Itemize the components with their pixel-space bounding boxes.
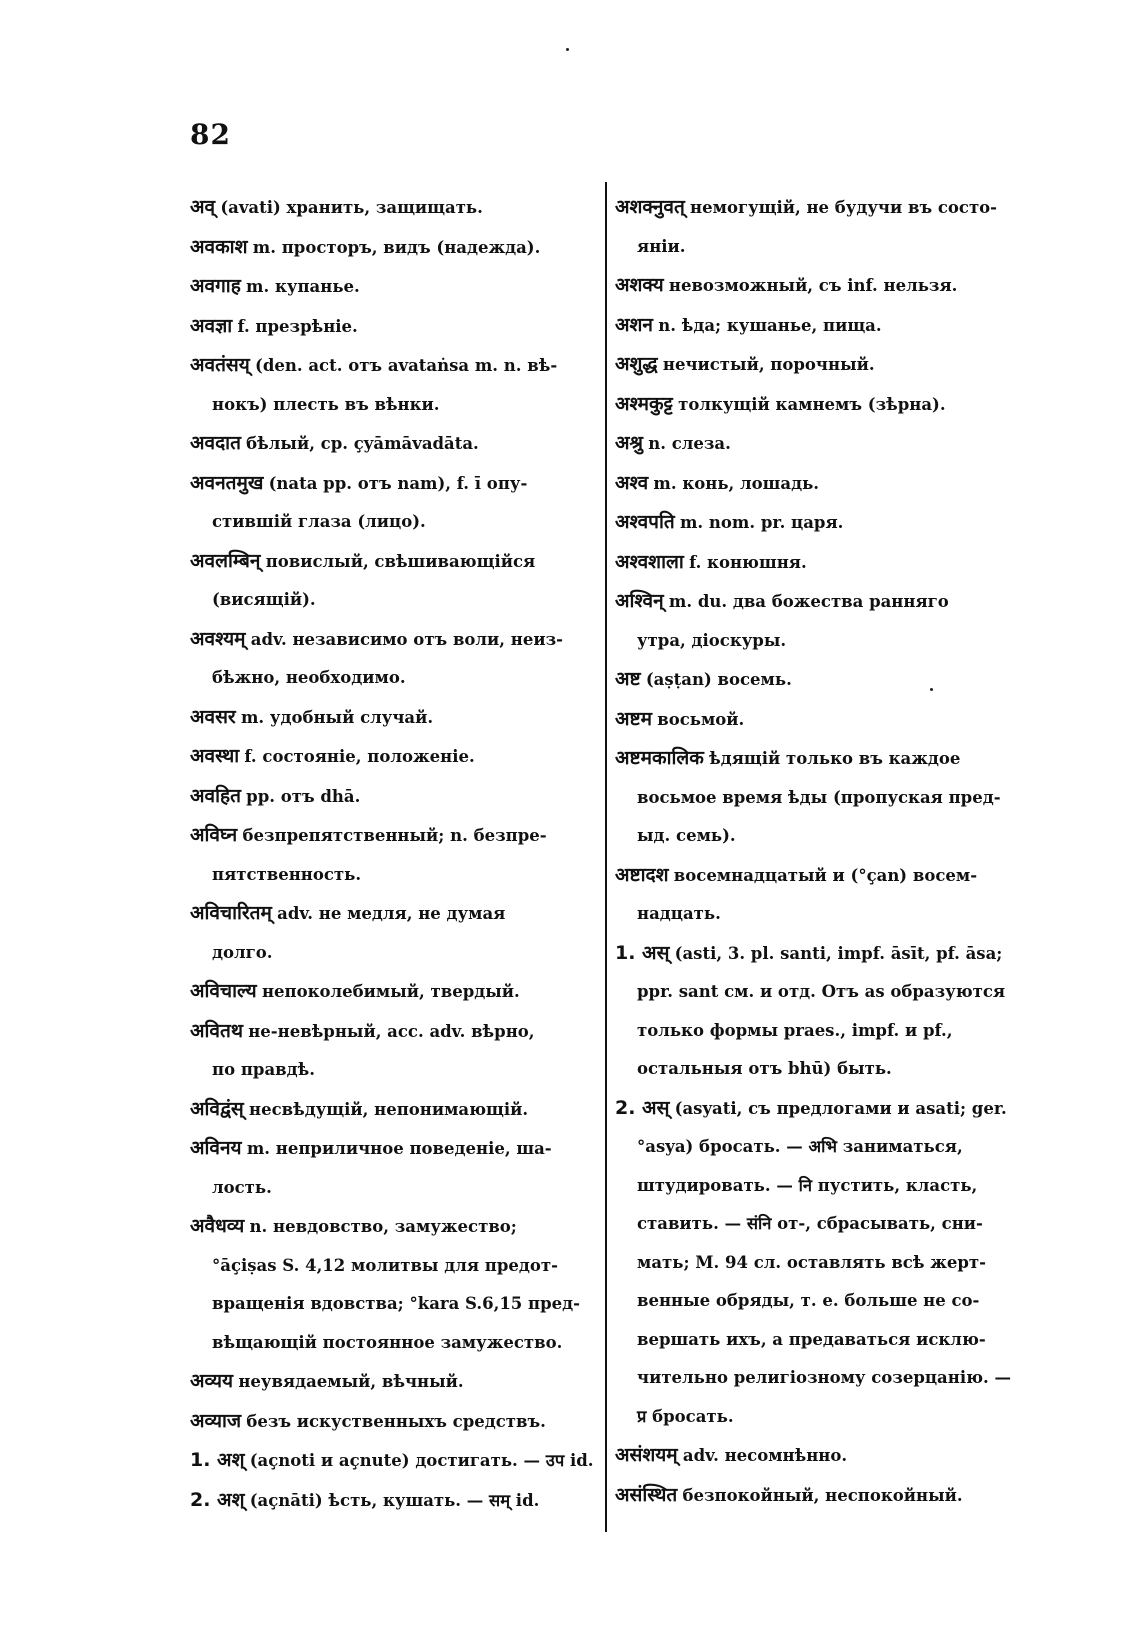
dictionary-entry: [615, 266, 1023, 306]
entry-line: [190, 542, 602, 582]
headword: अवहित: [190, 784, 241, 807]
entry-line: [190, 816, 602, 856]
entry-line: [615, 660, 1023, 700]
gloss-line: (aṣṭan) восемь.: [645, 670, 792, 689]
entry-line: [190, 972, 602, 1012]
gloss-line: неувядаемый, вѣчный.: [238, 1372, 464, 1391]
dictionary-entry: [615, 1476, 1023, 1516]
headword: 2. अस्: [615, 1096, 670, 1119]
entry-line: [615, 306, 1023, 346]
gloss-line: pp. отъ dhā.: [246, 786, 361, 806]
headword: अश्वपति: [615, 511, 675, 533]
entry-line: [615, 1089, 1023, 1129]
scan-speck: [566, 48, 569, 51]
gloss-line: (nata pp. отъ nam), f. ī опу-: [268, 473, 528, 493]
gloss-line: только формы praes., impf. и pf.,: [637, 1020, 953, 1040]
gloss-line: ѣдящій только въ каждое: [709, 749, 961, 768]
headword: अष्टादश: [615, 863, 669, 886]
gloss-line: adv. несомнѣнно.: [682, 1446, 848, 1465]
dictionary-entry: [190, 737, 602, 777]
headword: अवैधव्य: [190, 1215, 245, 1237]
entry-line: [190, 620, 602, 660]
entry-line: [615, 1476, 1023, 1516]
entry-line: [615, 934, 1023, 974]
headword: अवश्यम्: [190, 627, 246, 650]
dictionary-entry: [190, 1362, 602, 1402]
headword: अशक्य: [615, 274, 664, 296]
entry-line: [615, 424, 1023, 464]
dictionary-entry: [190, 698, 602, 738]
entry-line: [190, 1324, 602, 1363]
entry-line: [190, 1285, 602, 1324]
gloss-line: пятственность.: [212, 864, 362, 884]
entry-line: [615, 385, 1023, 425]
gloss-line: остальныя отъ bhū) быть.: [637, 1059, 892, 1078]
gloss-line: безъ искуственныхъ средствъ.: [246, 1411, 546, 1431]
gloss-line: m. просторъ, видъ (надежда).: [252, 237, 541, 257]
gloss-line: m. удобный случай.: [240, 707, 434, 727]
entry-line: [615, 973, 1023, 1012]
dictionary-entry: [190, 1012, 602, 1090]
gloss-line: яніи.: [637, 236, 686, 256]
dictionary-entry: [190, 1402, 602, 1442]
headword: अवितथ: [190, 1019, 243, 1042]
entry-line: [615, 345, 1023, 385]
entry-line: [615, 1321, 1023, 1360]
dictionary-entry: [190, 894, 602, 972]
entry-line: [615, 464, 1023, 504]
dictionary-entry: [190, 307, 602, 347]
headword: अवलम्बिन्: [190, 549, 261, 572]
gloss-line: безпрепятственный; n. безпре-: [242, 826, 547, 845]
dictionary-entry: [190, 1441, 602, 1481]
gloss-line: ыд. семь).: [637, 826, 736, 845]
gloss-line: f. презрѣніе.: [237, 316, 358, 336]
headword: अश्मकुट्ट: [615, 392, 673, 415]
left-column: [190, 188, 602, 1520]
entry-line: [615, 1359, 1023, 1398]
gloss-line: adv. независимо отъ воли, неиз-: [250, 629, 563, 649]
dictionary-entry: [190, 464, 602, 542]
entry-line: [190, 1441, 602, 1481]
dictionary-entry: [190, 777, 602, 817]
gloss-line: по правдѣ.: [212, 1060, 315, 1079]
entry-line: [190, 188, 602, 228]
gloss-line: (den. act. отъ avataṅsa m. n. вѣ-: [255, 356, 558, 375]
dictionary-entry: [615, 188, 1023, 266]
headword: अविचाल्य: [190, 980, 257, 1002]
gloss-line: ppr. sant см. и отд. Отъ as образуются: [637, 982, 1006, 1001]
dictionary-entry: [190, 1090, 602, 1130]
entry-line: [615, 817, 1023, 856]
gloss-line: m. nom. pr. царя.: [679, 513, 844, 532]
gloss-line: толкущій камнемъ (зѣрна).: [678, 394, 946, 414]
entry-line: [615, 1012, 1023, 1051]
entry-line: [190, 698, 602, 738]
entry-line: [615, 582, 1023, 622]
entry-line: [615, 503, 1023, 543]
gloss-line: adv. не медля, не думая: [277, 904, 506, 923]
entry-line: [615, 266, 1023, 306]
gloss-line: восьмое время ѣды (пропуская пред-: [637, 787, 1001, 807]
gloss-line: °āçiṣas S. 4,12 молитвы для предот-: [212, 1255, 558, 1275]
entry-line: [615, 1398, 1023, 1437]
headword: अष्ट: [615, 668, 641, 690]
gloss-line: n. слеза.: [648, 434, 731, 453]
entry-line: [615, 1167, 1023, 1206]
entry-line: [615, 700, 1023, 740]
entry-line: [190, 894, 602, 934]
dictionary-entry: [190, 816, 602, 894]
entry-line: [190, 1402, 602, 1442]
gloss-line: восьмой.: [657, 709, 745, 729]
gloss-line: (asyati, съ предлогами и asati; ger.: [674, 1098, 1007, 1118]
dictionary-entry: [615, 856, 1023, 934]
gloss-line: вѣщающій постоянное замужество.: [212, 1332, 563, 1352]
entry-line: [190, 386, 602, 425]
column-divider: [605, 182, 607, 1532]
gloss-line: мать; M. 94 сл. оставлять всѣ жерт-: [637, 1252, 986, 1272]
headword: अश्विन्: [615, 590, 664, 612]
entry-line: [615, 1244, 1023, 1283]
gloss-line: лость.: [212, 1177, 272, 1197]
entry-line: [190, 1481, 602, 1521]
dictionary-entry: [190, 267, 602, 307]
gloss-line: невозможный, съ inf. нельзя.: [668, 276, 958, 295]
gloss-line: n. невдовство, замужество;: [249, 1217, 517, 1236]
dictionary-entry: [615, 543, 1023, 583]
gloss-line: °asya) бросать. — अभि заниматься,: [637, 1137, 963, 1156]
entry-line: [615, 543, 1023, 583]
headword: अव्यय: [190, 1370, 234, 1392]
headword: अष्टम: [615, 707, 652, 730]
entry-line: [190, 1362, 602, 1402]
headword: अष्टमकालिक: [615, 747, 704, 769]
dictionary-entry: [190, 346, 602, 424]
dictionary-entry: [190, 228, 602, 268]
dictionary-entry: [615, 1089, 1023, 1437]
gloss-line: венные обряды, т. е. больше не со-: [637, 1291, 980, 1310]
headword: अविनय: [190, 1137, 242, 1159]
entry-line: [615, 1050, 1023, 1089]
gloss-line: чительно религіозному созерцанію. —: [637, 1368, 1011, 1387]
gloss-line: бѣжно, необходимо.: [212, 668, 406, 687]
dictionary-entry: [190, 1207, 602, 1362]
entry-line: [190, 424, 602, 464]
dictionary-entry: [615, 660, 1023, 700]
gloss-line: प्र бросать.: [637, 1406, 734, 1426]
entry-line: [615, 1205, 1023, 1244]
gloss-line: f. состояніе, положеніе.: [244, 747, 475, 766]
gloss-line: ставить. — संनि от-, сбрасывать, сни-: [637, 1214, 983, 1233]
dictionary-entry: [615, 934, 1023, 1089]
dictionary-entry: [190, 424, 602, 464]
gloss-line: (avati) хранить, защищать.: [220, 198, 483, 217]
headword: अवज्ञा: [190, 314, 233, 337]
entry-line: [615, 1436, 1023, 1476]
gloss-line: m. купанье.: [246, 277, 360, 296]
headword: अशन: [615, 313, 653, 336]
gloss-line: (asti, 3. pl. santi, impf. āsīt, pf. āsa;: [674, 943, 1003, 963]
headword: अवतंसय्: [190, 354, 250, 376]
headword: अवसर: [190, 705, 236, 728]
entry-line: [190, 856, 602, 895]
dictionary-entry: [615, 582, 1023, 660]
headword: 2. अश्: [190, 1488, 245, 1511]
entry-line: [615, 895, 1023, 934]
headword: अशक्नुवत्: [615, 196, 685, 218]
gloss-line: n. ѣда; кушанье, пища.: [658, 315, 882, 335]
dictionary-entry: [615, 700, 1023, 740]
entry-line: [615, 1282, 1023, 1321]
gloss-line: не-невѣрный, acc. adv. вѣрно,: [248, 1021, 535, 1041]
dictionary-entry: [615, 503, 1023, 543]
entry-line: [190, 934, 602, 973]
headword: अवस्था: [190, 745, 240, 767]
dictionary-entry: [615, 1436, 1023, 1476]
headword: अवनतमुख: [190, 471, 264, 494]
dictionary-entry: [190, 620, 602, 698]
gloss-line: непоколебимый, твердый.: [261, 982, 520, 1001]
gloss-line: немогущій, не будучи въ состо-: [690, 198, 998, 217]
entry-line: [615, 856, 1023, 896]
gloss-line: (açnoti и açnute) достигать. — उप id.: [249, 1451, 594, 1470]
entry-line: [615, 1128, 1023, 1167]
headword: अश्रु: [615, 432, 643, 454]
entry-line: [190, 307, 602, 347]
headword: 1. अश्: [190, 1449, 245, 1471]
dictionary-entry: [190, 542, 602, 620]
entry-line: [190, 503, 602, 542]
page-number: 82: [190, 118, 231, 151]
gloss-line: долго.: [212, 942, 273, 962]
dictionary-entry: [615, 345, 1023, 385]
gloss-line: повислый, свѣшивающійся: [265, 551, 536, 571]
entry-line: [190, 1129, 602, 1169]
gloss-line: утра, діоскуры.: [637, 630, 787, 650]
gloss-line: нечистый, порочный.: [662, 355, 875, 374]
headword: अव्याज: [190, 1409, 242, 1432]
dictionary-entry: [190, 188, 602, 228]
headword: अवगाह: [190, 275, 241, 297]
entry-line: [190, 228, 602, 268]
entry-line: [615, 188, 1023, 228]
headword: असंस्थित: [615, 1483, 678, 1506]
entry-line: [190, 1169, 602, 1208]
gloss-line: бѣлый, ср. çyāmāvadāta.: [246, 434, 479, 453]
dictionary-entry: [615, 306, 1023, 346]
entry-line: [190, 1051, 602, 1090]
entry-line: [190, 464, 602, 504]
entry-line: [190, 777, 602, 817]
headword: 1. अस्: [615, 941, 670, 964]
gloss-line: несвѣдущій, непонимающій.: [249, 1099, 529, 1119]
gloss-line: нокъ) плесть въ вѣнки.: [212, 394, 440, 414]
headword: अविघ्न: [190, 824, 238, 846]
entry-line: [190, 346, 602, 386]
entry-line: [190, 1247, 602, 1286]
headword: अश्वशाला: [615, 550, 684, 573]
entry-line: [190, 1207, 602, 1247]
headword: अवकाश: [190, 235, 248, 258]
gloss-line: надцать.: [637, 904, 721, 923]
entry-line: [190, 659, 602, 698]
entry-line: [615, 228, 1023, 267]
gloss-line: безпокойный, неспокойный.: [682, 1485, 963, 1505]
scan-speck: [930, 688, 933, 691]
headword: अश्व: [615, 471, 649, 494]
dictionary-entry: [615, 424, 1023, 464]
gloss-line: (açnāti) ѣсть, кушать. — सम् id.: [249, 1490, 540, 1510]
headword: अविचारितम्: [190, 902, 272, 924]
right-column: [615, 188, 1023, 1515]
entry-line: [190, 267, 602, 307]
entry-line: [190, 737, 602, 777]
entry-line: [190, 1012, 602, 1052]
headword: अविद्वंस्: [190, 1097, 244, 1120]
entry-line: [190, 1090, 602, 1130]
gloss-line: вершать ихъ, а предаваться исклю-: [637, 1329, 986, 1349]
gloss-line: m. конь, лошадь.: [653, 473, 820, 493]
dictionary-entry: [615, 385, 1023, 425]
entry-line: [615, 739, 1023, 779]
entry-line: [615, 779, 1023, 818]
gloss-line: стившій глаза (лицо).: [212, 512, 426, 531]
dictionary-entry: [190, 1481, 602, 1521]
headword: अवदात: [190, 432, 241, 454]
gloss-line: вращенія вдовства; °kara S.6,15 пред-: [212, 1294, 580, 1313]
dictionary-entry: [190, 1129, 602, 1207]
headword: असंशयम्: [615, 1444, 678, 1466]
dictionary-entry: [615, 464, 1023, 504]
gloss-line: f. конюшня.: [689, 552, 807, 572]
dictionary-entry: [190, 972, 602, 1012]
headword: अशुद्ध: [615, 353, 658, 375]
gloss-line: (висящій).: [212, 590, 316, 609]
gloss-line: восемнадцатый и (°çan) восем-: [673, 865, 978, 885]
gloss-line: штудировать. — नि пустить, класть,: [637, 1175, 978, 1195]
dictionary-entry: [615, 739, 1023, 856]
entry-line: [615, 622, 1023, 661]
headword: अव्: [190, 196, 216, 218]
entry-line: [190, 581, 602, 620]
gloss-line: m. du. два божества ранняго: [668, 592, 949, 611]
gloss-line: m. неприличное поведеніе, ша-: [246, 1139, 552, 1158]
